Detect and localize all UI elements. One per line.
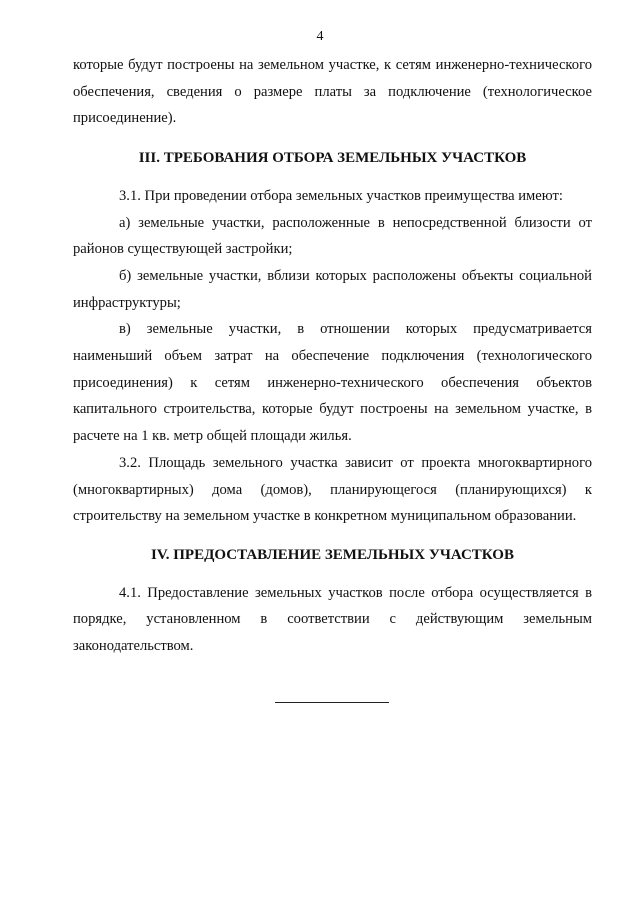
clause-3-1-b: б) земельные участки, вблизи которых расположены объекты социальной инфраструктуры; — [73, 267, 592, 311]
intro-paragraph: которые будут построены на земельном участке, к сетям инженерно-технического обеспечения, сведения о размере платы за подключение (технологическое присоединение). — [73, 57, 592, 127]
page-number: 4 — [316, 29, 324, 44]
document-body — [73, 52, 592, 660]
section-4-heading: IV. ПРЕДОСТАВЛЕНИЕ ЗЕМЕЛЬНЫХ УЧАСТКОВ — [151, 546, 514, 563]
clause-3-1: 3.1. При проведении отбора земельных участков преимущества имеют: — [119, 187, 563, 204]
end-divider-line — [275, 702, 389, 703]
clause-3-2: 3.2. Площадь земельного участка зависит от проекта многоквартирного (многоквартирных) дома (домов), планирующегося (планирующихся) к строительству на земельном участке в конкретном муниципальном образовании. — [73, 454, 592, 525]
clause-3-1-a: а) земельные участки, расположенные в непосредственной близости от районов существующей застройки; — [73, 214, 592, 258]
clause-3-1-v: в) земельные участки, в отношении которых предусматривается наименьший объем затрат на обеспечение подключения (технологического присоединения) к сетям инженерно-технического обеспечения объектов капитального строительства, которые будут построены на земельном участке, в расчете на 1 кв. метр общей площади жилья. — [73, 321, 592, 445]
clause-4-1: 4.1. Предоставление земельных участков после отбора осуществляется в порядке, установленном в соответствии с действующим земельным законодательством. — [73, 584, 592, 655]
section-3-heading: III. ТРЕБОВАНИЯ ОТБОРА ЗЕМЕЛЬНЫХ УЧАСТКОВ — [138, 150, 527, 167]
